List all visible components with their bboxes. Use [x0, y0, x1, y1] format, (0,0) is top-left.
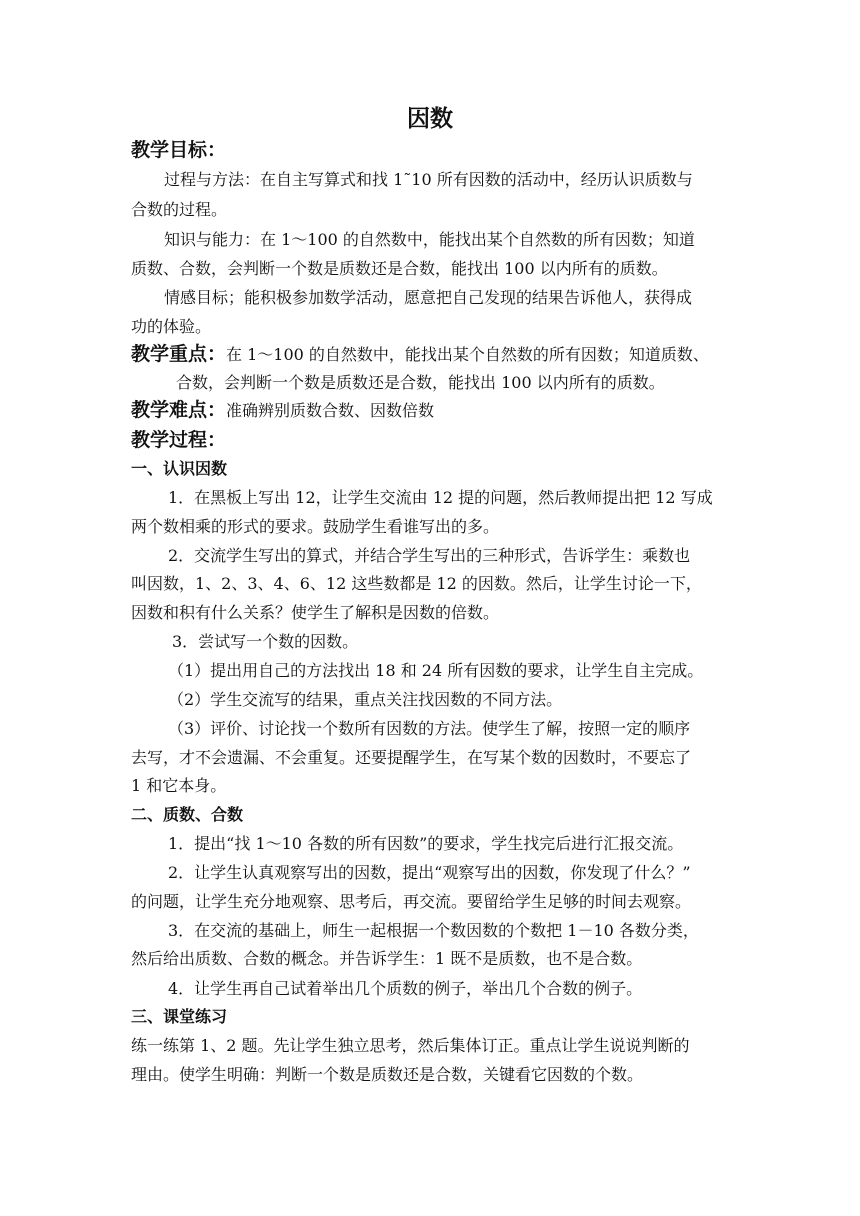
section-line: 1．提出“找 1～10 各数的所有因数”的要求，学生找完后进行汇报交流。 [168, 834, 684, 853]
document-title: 因数 [407, 105, 453, 132]
section-line: 3．尝试写一个数的因数。 [172, 632, 359, 651]
section-line: 2．交流学生写出的算式，并结合学生写出的三种形式，告诉学生：乘数也 [168, 546, 691, 565]
process-heading: 教学过程： [131, 429, 227, 451]
objectives-line: 合数的过程。 [131, 200, 228, 219]
objectives-heading: 教学目标： [131, 139, 227, 161]
section-line: 理由。使学生明确：判断一个数是质数还是合数，关键看它因数的个数。 [131, 1065, 644, 1084]
difficulties-text: 准确辨别质数合数、因数倍数 [226, 401, 435, 420]
section-line: 1 和它本身。 [131, 776, 227, 795]
difficulties-label: 教学难点： [131, 399, 227, 421]
objectives-line: 过程与方法：在自主写算式和找 1˜10 所有因数的活动中，经历认识质数与 [164, 170, 693, 189]
section-line: 叫因数，1、2、3、4、6、12 这些数都是 12 的因数。然后，让学生讨论一下， [131, 574, 702, 593]
section-line: 因数和积有什么关系？使学生了解积是因数的倍数。 [131, 603, 500, 622]
section-line: （1）提出用自己的方法找出 18 和 24 所有因数的要求，让学生自主完成。 [168, 661, 704, 680]
key-points-text: 在 1～100 的自然数中，能找出某个自然数的所有因数；知道质数、 [226, 345, 709, 364]
key-points-line: 合数，会判断一个数是质数还是合数，能找出 100 以内所有的质数。 [176, 373, 665, 392]
section-line: 的问题，让学生充分地观察、思考后，再交流。要留给学生足够的时间去观察。 [131, 892, 692, 911]
section-line: 3．在交流的基础上，师生一起根据一个数因数的个数把 1－10 各数分类， [168, 921, 699, 940]
objectives-line: 情感目标；能积极参加数学活动，愿意把自己发现的结果告诉他人，获得成 [164, 288, 693, 307]
difficulties-heading [131, 396, 434, 425]
key-points-heading [131, 340, 709, 369]
section-line: 然后给出质数、合数的概念。并告诉学生：1 既不是质数，也不是合数。 [131, 949, 643, 968]
section-line: 4．让学生再自己试着举出几个质数的例子，举出几个合数的例子。 [168, 979, 643, 998]
section-line: 练一练第 1、2 题。先让学生独立思考，然后集体订正。重点让学生说说判断的 [131, 1036, 690, 1055]
section-line: （3）评价、讨论找一个数所有因数的方法。使学生了解，按照一定的顺序 [168, 719, 691, 738]
section-title: 一、认识因数 [131, 459, 228, 478]
section-line: 两个数相乘的形式的要求。鼓励学生看谁写出的多。 [131, 517, 500, 536]
objectives-line: 知识与能力：在 1～100 的自然数中，能找出某个自然数的所有因数；知道 [164, 230, 695, 249]
key-points-label: 教学重点： [131, 343, 227, 365]
section-line: （2）学生交流写的结果，重点关注找因数的不同方法。 [168, 690, 563, 709]
objectives-line: 质数、合数，会判断一个数是质数还是合数，能找出 100 以内所有的质数。 [131, 259, 668, 278]
section-title: 三、课堂练习 [131, 1007, 228, 1026]
section-title: 二、质数、合数 [131, 805, 244, 824]
section-line: 2．让学生认真观察写出的因数，提出“观察写出的因数，你发现了什么？” [168, 863, 691, 882]
section-line: 1．在黑板上写出 12，让学生交流由 12 提的问题，然后教师提出把 12 写成 [168, 488, 713, 507]
objectives-line: 功的体验。 [131, 317, 212, 336]
section-line: 去写，才不会遗漏、不会重复。还要提醒学生，在写某个数的因数时，不要忘了 [131, 748, 692, 767]
